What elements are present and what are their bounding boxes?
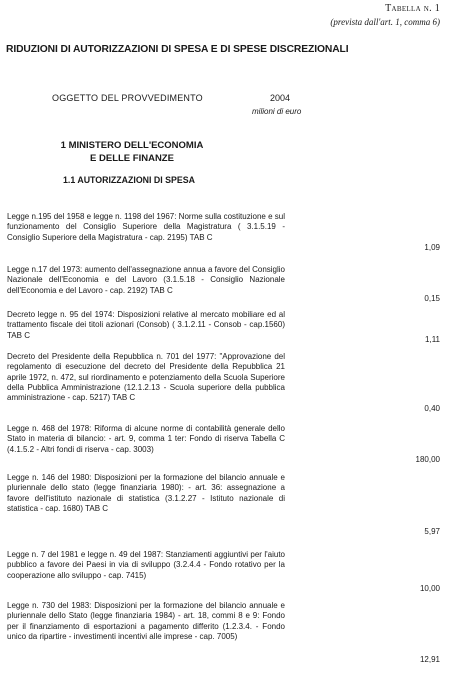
column-header-subject: OGGETTO DEL PROVVEDIMENTO: [52, 93, 203, 103]
entry-amount: 1,09: [424, 243, 440, 252]
column-header-year: 2004: [270, 93, 291, 103]
entry-text: Legge n. 7 del 1981 e legge n. 49 del 1987: Stanziamenti aggiuntivi per l'aiuto pubblico a favore dei Paesi in via di sviluppo (3.2.4.4 - Fondo rotativo per la cooperazione allo sviluppo - cap. 7415): [7, 550, 285, 580]
entry-text: Legge n.17 del 1973: aumento dell'assegnazione annua a favore del Consiglio Nazionale dell'Economia e del Lavoro (3.1.5.18 - Consiglio Nazionale dell'Economia e del Lavoro - cap. 2192) TAB C: [7, 265, 285, 295]
entry-text: Legge n.195 del 1958 e legge n. 1198 del 1967: Norme sulla costituzione e sul funzionamento del Consiglio Superiore della Magistratura ( 3.1.5.19 - Consiglio Superiore della Magistratura - cap. 2195) TAB C: [7, 212, 285, 242]
entry-amount: 0,40: [424, 404, 440, 413]
entry-amount: 10,00: [419, 584, 440, 593]
column-header-unit: milioni di euro: [252, 107, 302, 116]
section-heading: 1.1 AUTORIZZAZIONI DI SPESA: [63, 175, 195, 185]
entry-text: Legge n. 146 del 1980: Disposizioni per la formazione del bilancio annuale e pluriennale dello stato (legge finanziaria 1980): - art. 36: assegnazione a favore dell'istituto nazionale di statistica (3.1.2.27 - Istituto nazionale di statistica - cap. 1680) TAB C: [7, 473, 285, 513]
table-reference-note: (prevista dall'art. 1, comma 6): [330, 17, 440, 27]
entry-amount: 12,91: [419, 655, 440, 664]
entry-amount: 5,97: [424, 527, 440, 536]
document-title: RIDUZIONI DI AUTORIZZAZIONI DI SPESA E DI SPESE DISCREZIONALI: [6, 44, 349, 55]
entry-text: Legge n. 730 del 1983: Disposizioni per la formazione del bilancio annuale e pluriennale dello Stato (legge finanziaria 1984) - art. 18, commi 8 e 9: Fondo per il finanziamento di esportazioni a pagamento differito (1.2.3.4. - Fondo unico da ripartire - investimenti incentivi alle imprese - cap. 7005): [7, 601, 285, 641]
entry-text: Decreto del Presidente della Repubblica n. 701 del 1977: "Approvazione del regolamento di esecuzione del decreto del Presidente della Repubblica 21 aprile 1972, n. 472, sul riordinamento e potenziamento della Scuola Superiore della Pubblica Amministrazione (12.1.2.13 - Scuola superiore della pubblica amministrazione - cap. 5217) TAB C: [7, 352, 285, 403]
entry-amount: 1,11: [425, 335, 440, 344]
entry-text: Decreto legge n. 95 del 1974: Disposizioni relative al mercato mobiliare ed al trattamento fiscale dei titoli azionari (Consob) ( 3.1.2.11 - Consob - cap.1560) TAB C: [7, 310, 285, 340]
entry-amount: 180,00: [415, 455, 440, 464]
table-number: Tabella n. 1: [385, 3, 440, 14]
entry-text: Legge n. 468 del 1978: Riforma di alcune norme di contabilità generale dello Stato in materia di bilancio: - art. 9, comma 1 ter: Fondo di riserva Tabella C (4.1.5.2 - Altri fondi di riserva - cap. 3003): [7, 424, 285, 454]
entry-amount: 0,15: [424, 294, 440, 303]
ministry-heading: 1 MINISTERO DELL'ECONOMIA E DELLE FINANZE: [60, 140, 204, 164]
